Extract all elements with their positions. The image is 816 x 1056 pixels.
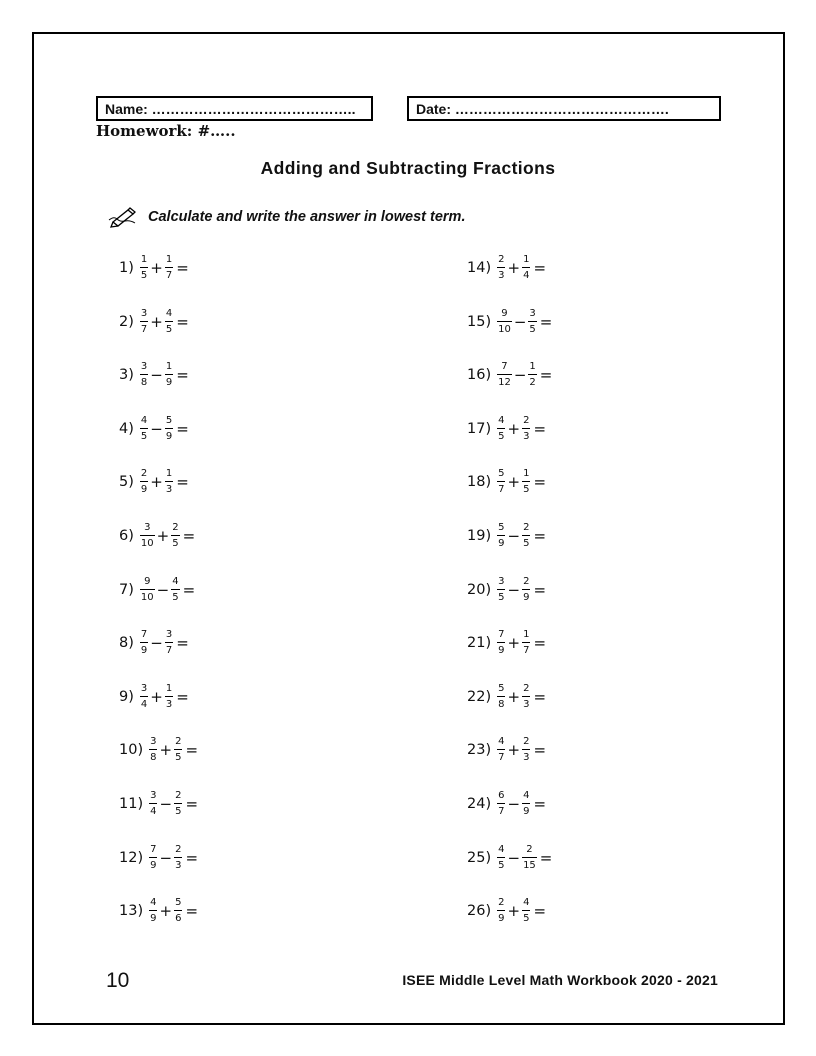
fraction [149,898,157,924]
problem-item [119,355,189,395]
problem-item [467,516,546,556]
page-number: 10 [106,969,130,992]
denominator: 5 [172,591,179,603]
operator: + [507,902,521,921]
operator: − [156,580,170,599]
numerator: 2 [523,575,530,587]
problem-item [119,302,189,342]
problem-number: 18) [467,474,492,491]
numerator: 2 [172,522,179,533]
numerator: 4 [172,575,179,587]
equals-sign: = [182,527,196,545]
fraction [174,791,182,817]
problem-number: 10) [119,742,144,759]
numerator: 1 [165,254,173,265]
fraction [497,309,512,335]
problem-number: 6) [119,528,134,544]
fraction [140,362,148,388]
numerator: 1 [165,361,173,373]
problem-item [119,248,189,288]
operator: + [150,687,163,706]
denominator: 9 [150,859,157,871]
problem-number: 11) [119,796,144,812]
numerator: 4 [523,897,530,909]
numerator: 1 [165,468,173,480]
equals-sign: = [533,795,547,813]
denominator: 9 [165,430,173,442]
problem-number: 24) [467,796,492,812]
denominator: 3 [523,698,530,710]
numerator: 2 [140,468,148,480]
denominator: 6 [175,913,182,925]
operator: + [159,741,173,760]
problem-item [467,838,552,878]
problem-number: 14) [467,260,492,276]
fraction [140,416,148,442]
fraction [497,362,512,388]
denominator: 3 [523,430,530,442]
fraction [140,577,155,603]
numerator: 4 [498,843,505,855]
problem-item [119,462,189,502]
fraction [497,737,505,763]
fraction [497,255,505,281]
problem-item [467,409,546,449]
problem-number: 1) [119,260,134,276]
denominator: 7 [165,645,173,657]
instruction [108,206,465,228]
instruction-text: Calculate and write the answer in lowest term. [148,209,466,225]
numerator: 3 [144,522,151,533]
name-field[interactable]: Name: …………………………………….. [96,96,373,121]
denominator: 4 [150,806,157,817]
problem-number: 15) [467,313,492,330]
numerator: 4 [140,414,148,426]
equals-sign: = [185,902,199,921]
fraction [497,791,505,817]
operator: + [507,634,521,653]
denominator: 3 [165,484,173,496]
problem-item [467,462,546,502]
operator: − [507,527,521,545]
equals-sign: = [539,312,553,331]
equals-sign: = [533,473,547,492]
operator: − [150,634,163,653]
numerator: 3 [140,361,148,373]
denominator: 2 [529,377,536,389]
homework-label: Homework: #….. [96,122,236,140]
denominator: 9 [165,377,173,389]
problem-item [119,784,198,824]
problem-item [119,677,189,717]
numerator: 2 [175,736,182,748]
denominator: 3 [165,698,173,710]
numerator: 5 [498,522,505,533]
equals-sign: = [533,580,547,599]
fraction [140,684,148,710]
problem-item [119,623,189,663]
denominator: 9 [498,913,505,925]
pencil-writing-icon [108,206,138,228]
operator: − [159,848,173,867]
denominator: 5 [529,323,536,335]
problem-number: 17) [467,420,492,437]
numerator: 1 [165,682,173,694]
numerator: 2 [498,897,505,909]
numerator: 4 [498,736,505,748]
denominator: 9 [140,645,148,657]
denominator: 10 [140,538,154,549]
fraction [522,469,530,495]
operator: − [513,312,527,331]
numerator: 4 [498,414,505,426]
fraction [522,255,530,281]
denominator: 5 [498,859,505,871]
operator: + [159,902,173,921]
fraction [522,791,530,817]
numerator: 7 [140,629,148,641]
denominator: 5 [498,430,505,442]
numerator: 1 [523,468,530,480]
denominator: 8 [140,377,148,389]
fraction [522,898,530,924]
numerator: 5 [175,897,182,909]
problem-item [467,302,552,342]
denominator: 5 [523,484,530,496]
operator: − [513,366,527,385]
denominator: 9 [523,591,530,603]
equals-sign: = [533,259,547,277]
fraction [522,630,530,656]
problem-number: 2) [119,313,134,330]
fraction [174,737,182,763]
equals-sign: = [182,580,196,599]
problem-number: 22) [467,688,492,705]
operator: − [507,848,521,867]
numerator: 7 [501,361,508,373]
book-title: ISEE Middle Level Math Workbook 2020 - 2021 [402,972,718,988]
numerator: 4 [523,790,530,801]
equals-sign: = [533,741,547,760]
numerator: 3 [529,307,536,319]
fraction [522,737,530,763]
operator: + [150,259,163,277]
fraction [171,523,179,549]
numerator: 1 [523,629,530,641]
problem-item [467,784,546,824]
fraction [165,684,173,710]
problem-number: 20) [467,581,492,598]
denominator: 9 [498,645,505,657]
numerator: 2 [523,682,530,694]
numerator: 1 [140,254,148,265]
equals-sign: = [176,473,189,492]
numerator: 2 [523,736,530,748]
fraction [165,309,173,335]
fraction [140,469,148,495]
equals-sign: = [539,366,553,385]
operator: + [156,527,170,545]
numerator: 7 [150,843,157,855]
numerator: 5 [498,682,505,694]
problem-number: 12) [119,849,144,866]
operator: + [507,473,521,492]
numerator: 3 [165,629,173,641]
denominator: 7 [165,270,173,281]
operator: + [507,687,521,706]
numerator: 2 [526,843,533,855]
problem-number: 23) [467,742,492,759]
problem-number: 9) [119,688,134,705]
problem-item [119,730,198,770]
numerator: 3 [140,682,148,694]
problem-number: 4) [119,420,134,437]
operator: + [507,419,521,438]
denominator: 3 [175,859,182,871]
equals-sign: = [185,848,199,867]
fraction [528,309,536,335]
numerator: 6 [498,790,505,801]
fraction [497,845,505,871]
fraction [497,523,505,549]
denominator: 4 [140,698,148,710]
fraction [497,416,505,442]
problem-number: 26) [467,903,492,920]
equals-sign: = [539,848,553,867]
denominator: 3 [523,752,530,764]
numerator: 9 [144,575,151,587]
numerator: 3 [150,790,157,801]
fraction [140,630,148,656]
equals-sign: = [533,527,547,545]
fraction [165,630,173,656]
operator: − [159,795,173,813]
fraction [149,845,157,871]
numerator: 5 [498,468,505,480]
denominator: 9 [523,806,530,817]
fraction [165,416,173,442]
problem-item [467,730,546,770]
equals-sign: = [533,687,547,706]
date-field[interactable]: Date: ………………………………………. [407,96,721,121]
fraction [528,362,536,388]
numerator: 9 [501,307,508,319]
denominator: 7 [523,645,530,657]
equals-sign: = [176,687,189,706]
denominator: 5 [175,752,182,764]
problem-item [467,248,546,288]
problem-item [119,409,189,449]
problem-item [119,516,195,556]
problem-item [467,570,546,610]
problem-item [467,355,552,395]
denominator: 12 [498,377,511,389]
denominator: 5 [498,591,505,603]
equals-sign: = [176,634,189,653]
fraction [165,362,173,388]
equals-sign: = [176,312,189,331]
operator: − [507,795,521,813]
problem-item [467,891,546,931]
denominator: 5 [523,913,530,925]
denominator: 7 [498,484,505,496]
numerator: 2 [175,843,182,855]
denominator: 9 [140,484,148,496]
equals-sign: = [176,259,189,277]
denominator: 10 [498,323,511,335]
problem-number: 7) [119,581,134,598]
fraction [522,684,530,710]
equals-sign: = [533,634,547,653]
fraction [140,255,148,281]
fraction [522,416,530,442]
denominator: 7 [498,752,505,764]
equals-sign: = [533,419,547,438]
denominator: 9 [498,538,505,549]
operator: + [507,741,521,760]
fraction [497,684,505,710]
fraction [497,898,505,924]
denominator: 5 [140,270,148,281]
operator: + [150,312,163,331]
operator: − [507,580,521,599]
equals-sign: = [176,419,189,438]
fraction [140,309,148,335]
operator: + [507,259,521,277]
denominator: 3 [498,270,505,281]
denominator: 9 [150,913,157,925]
denominator: 15 [523,859,536,871]
numerator: 3 [150,736,157,748]
numerator: 3 [140,307,148,319]
numerator: 4 [150,897,157,909]
numerator: 2 [175,790,182,801]
numerator: 4 [165,307,173,319]
problem-item [119,570,195,610]
fraction [522,845,537,871]
fraction [497,469,505,495]
fraction [171,577,179,603]
fraction [497,630,505,656]
fraction [522,577,530,603]
equals-sign: = [176,366,189,385]
problem-number: 5) [119,474,134,491]
denominator: 8 [150,752,157,764]
fraction [165,469,173,495]
numerator: 2 [523,414,530,426]
fraction [140,523,155,549]
fraction [149,737,157,763]
denominator: 5 [140,430,148,442]
numerator: 1 [523,254,530,265]
numerator: 1 [529,361,536,373]
problem-number: 13) [119,903,144,920]
denominator: 7 [140,323,148,335]
fraction [522,523,530,549]
problem-number: 8) [119,635,134,652]
equals-sign: = [185,795,199,813]
problem-number: 3) [119,367,134,384]
fraction [497,577,505,603]
operator: − [150,366,163,385]
problem-number: 16) [467,367,492,384]
denominator: 4 [523,270,530,281]
denominator: 5 [175,806,182,817]
denominator: 7 [498,806,505,817]
numerator: 3 [498,575,505,587]
problem-item [119,891,198,931]
fraction [149,791,157,817]
numerator: 2 [523,522,530,533]
fraction [165,255,173,281]
worksheet-title: Adding and Subtracting Fractions [260,158,556,178]
problem-item [119,838,198,878]
operator: − [150,419,163,438]
equals-sign: = [185,741,199,760]
problem-number: 21) [467,635,492,652]
denominator: 5 [172,538,179,549]
numerator: 7 [498,629,505,641]
denominator: 5 [523,538,530,549]
problem-number: 19) [467,528,492,544]
equals-sign: = [533,902,547,921]
fraction [174,898,182,924]
operator: + [150,473,163,492]
problem-item [467,623,546,663]
denominator: 10 [140,591,154,603]
problem-item [467,677,546,717]
denominator: 5 [165,323,173,335]
fraction [174,845,182,871]
numerator: 5 [165,414,173,426]
numerator: 2 [498,254,505,265]
denominator: 8 [498,698,505,710]
problem-number: 25) [467,849,492,866]
